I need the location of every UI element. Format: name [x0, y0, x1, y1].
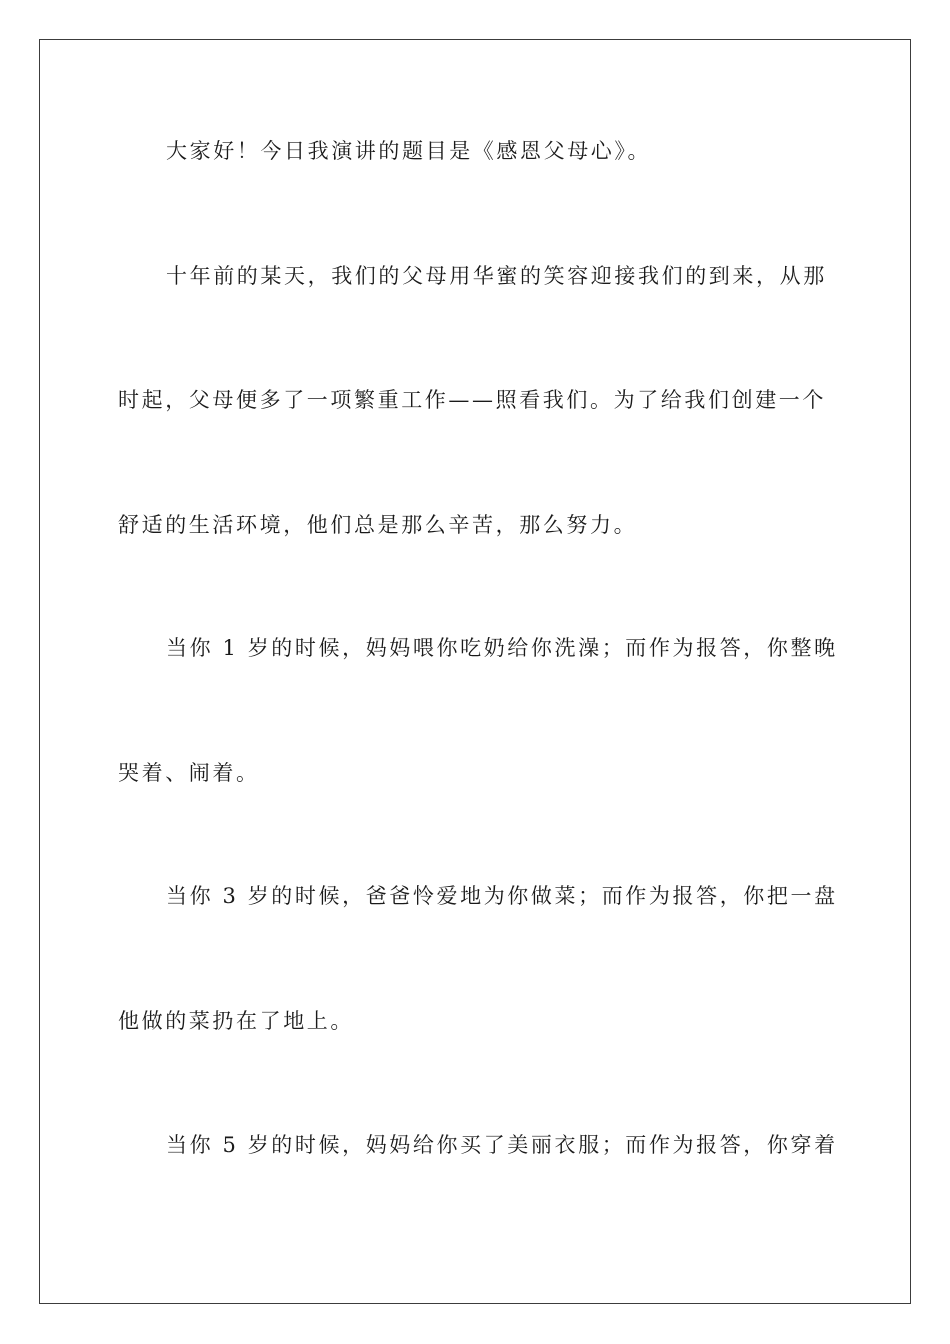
- paragraph-line: 舒适的生活环境，他们总是那么辛苦，那么努力。: [118, 513, 638, 537]
- paragraph-line: 时起，父母便多了一项繁重工作——照看我们。为了给我们创建一个: [118, 388, 826, 412]
- paragraph-line: 大家好！今日我演讲的题目是《感恩父母心》。: [166, 139, 652, 163]
- paragraph-line: 他做的菜扔在了地上。: [118, 1009, 354, 1033]
- page-border: [39, 39, 911, 1304]
- paragraph-line: 当你 1 岁的时候，妈妈喂你吃奶给你洗澡；而作为报答，你整晚: [166, 636, 838, 660]
- paragraph-line: 哭着、闹着。: [118, 761, 260, 785]
- paragraph-line: 当你 3 岁的时候，爸爸怜爱地为你做菜；而作为报答，你把一盘: [166, 884, 838, 908]
- paragraph-line: 当你 5 岁的时候，妈妈给你买了美丽衣服；而作为报答，你穿着: [166, 1133, 838, 1157]
- paragraph-line: 十年前的某天，我们的父母用华蜜的笑容迎接我们的到来，从那: [166, 264, 827, 288]
